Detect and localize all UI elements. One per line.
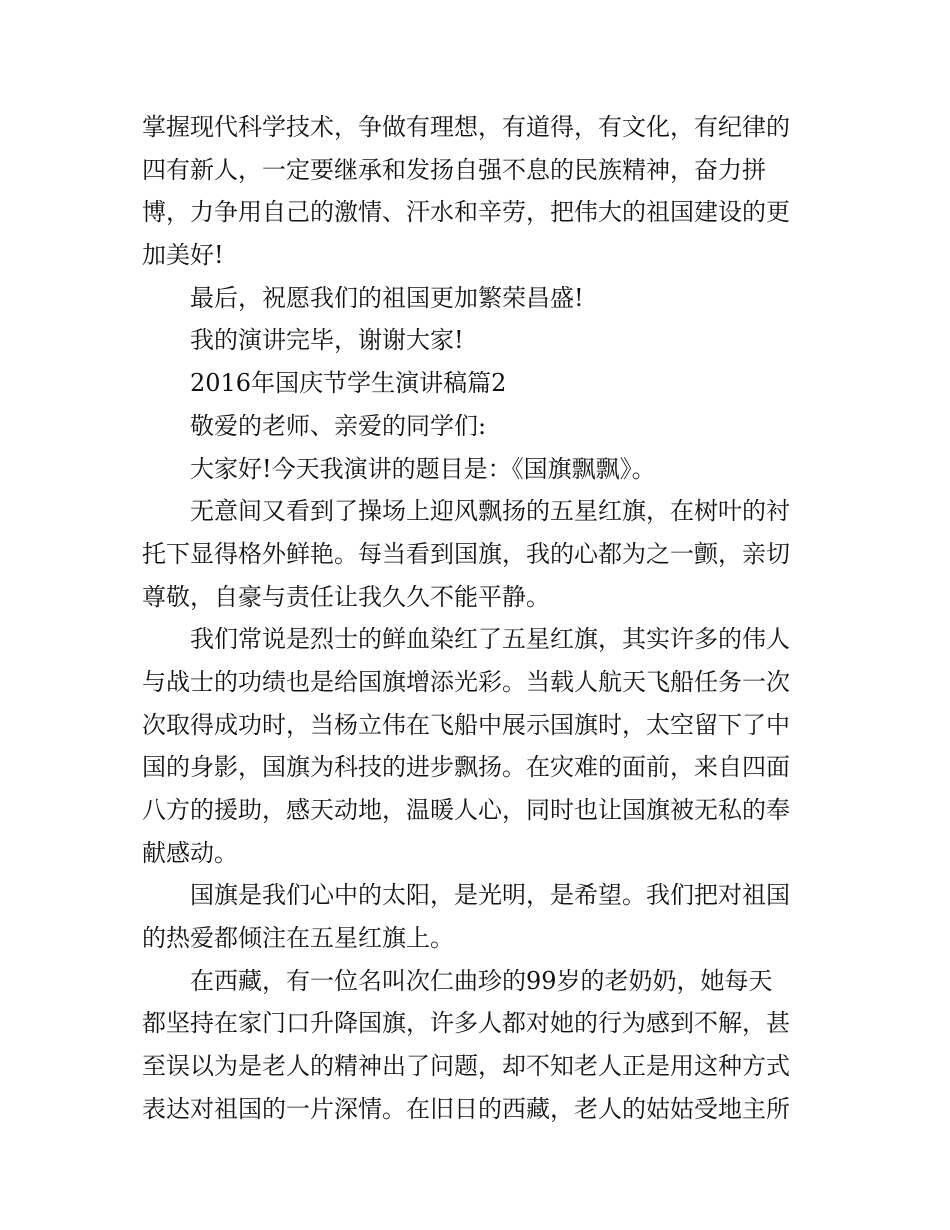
speech-text-body — [142, 106, 814, 1131]
text-line: 次取得成功时，当杨立伟在飞船中展示国旗时，太空留下了中 — [142, 710, 790, 739]
text-line: 献感动。 — [142, 838, 238, 867]
text-line: 八方的援助，感天动地，温暖人心，同时也让国旗被无私的奉 — [142, 796, 790, 824]
text-line: 都坚持在家门口升降国旗，许多人都对她的行为感到不解，甚 — [142, 1009, 790, 1038]
salutation-line: 敬爱的老师、亲爱的同学们: — [190, 411, 487, 440]
text-line: 表达对祖国的一片深情。在旧日的西藏，老人的姑姑受地主所 — [142, 1094, 790, 1123]
text-line: 四有新人，一定要继承和发扬自强不息的民族精神，奋力拼 — [142, 155, 766, 184]
text-line: 的热爱都倾注在五星红旗上。 — [142, 924, 454, 953]
text-line: 大家好!今天我演讲的题目是：《国旗飘飘》。 — [190, 454, 656, 483]
text-line: 最后，祝愿我们的祖国更加繁荣昌盛! — [190, 283, 584, 312]
text-line: 我的演讲完毕，谢谢大家! — [190, 326, 464, 355]
section-heading: 2016年国庆节学生演讲稿篇2 — [190, 369, 507, 398]
text-line: 掌握现代科学技术，争做有理想，有道得，有文化，有纪律的 — [142, 113, 790, 141]
text-line: 至误以为是老人的精神出了问题，却不知老人正是用这种方式 — [142, 1052, 790, 1081]
text-line: 在西藏，有一位名叫次仁曲珍的99岁的老奶奶，她每天 — [190, 966, 773, 995]
text-line: 博，力争用自己的激情、汗水和辛劳，把伟大的祖国建设的更 — [142, 198, 790, 227]
text-line: 与战士的功绩也是给国旗增添光彩。当载人航天飞船任务一次 — [142, 667, 790, 696]
text-line: 尊敬，自豪与责任让我久久不能平静。 — [142, 582, 550, 611]
text-line: 托下显得格外鲜艳。每当看到国旗，我的心都为之一颤，亲切 — [142, 539, 790, 568]
text-line: 无意间又看到了操场上迎风飘扬的五星红旗，在树叶的衬 — [190, 497, 790, 526]
text-line: 国旗是我们心中的太阳，是光明，是希望。我们把对祖国 — [190, 881, 790, 910]
text-line: 我们常说是烈士的鲜血染红了五星红旗，其实许多的伟人 — [190, 625, 790, 654]
text-line: 加美好! — [142, 241, 224, 270]
text-line: 国的身影，国旗为科技的进步飘扬。在灾难的面前，来自四面 — [142, 753, 790, 782]
